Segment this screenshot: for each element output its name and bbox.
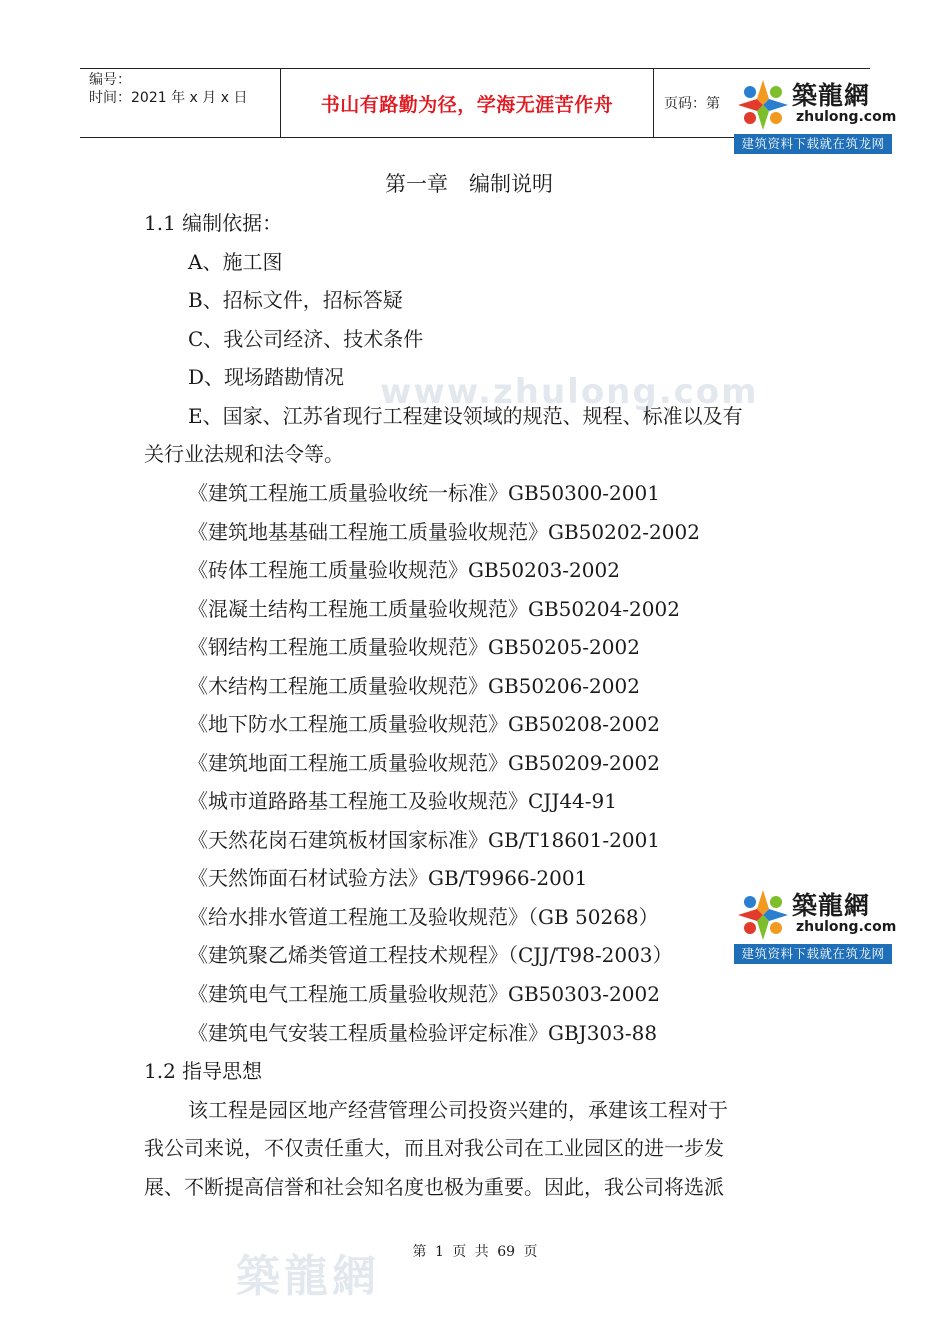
standard-item: 《建筑地基基础工程施工质量验收规范》GB50202-2002 bbox=[188, 520, 700, 544]
standard-item: 《建筑电气安装工程质量检验评定标准》GBJ303-88 bbox=[188, 1021, 658, 1045]
paragraph-line: 展、不断提高信誉和社会知名度也极为重要。因此，我公司将选派 bbox=[144, 1175, 724, 1199]
standard-item: 《建筑聚乙烯类管道工程技术规程》（CJJ/T98-2003） bbox=[188, 943, 673, 967]
watermark-url: www.zhulong.com bbox=[380, 372, 759, 412]
basis-item: C、我公司经济、技术条件 bbox=[188, 327, 424, 351]
header-meta bbox=[80, 69, 281, 137]
standard-item: 《地下防水工程施工质量验收规范》GB50208-2002 bbox=[188, 712, 660, 736]
page-footer: 第 1 页 共 69 页 bbox=[412, 1244, 538, 1260]
logo-slogan: 建筑资料下载就在筑龙网 bbox=[734, 944, 892, 964]
basis-item: A、施工图 bbox=[188, 250, 283, 274]
basis-item: E、国家、江苏省现行工程建设领域的规范、规程、标准以及有 bbox=[188, 404, 743, 428]
zhulong-mark-icon bbox=[736, 78, 790, 132]
zhulong-logo-2 bbox=[734, 884, 897, 964]
page-number-label: 页码：第 bbox=[664, 96, 720, 112]
section-heading-1-2: 1.2 指导思想 bbox=[144, 1059, 263, 1083]
zhulong-mark-icon bbox=[736, 888, 790, 942]
logo-name-cn: 築龍網 bbox=[792, 891, 871, 920]
standard-item: 《天然花岗石建筑板材国家标准》GB/T18601-2001 bbox=[188, 828, 661, 852]
logo-domain: zhulong.com bbox=[796, 109, 897, 125]
standard-item: 《钢结构工程施工质量验收规范》GB50205-2002 bbox=[188, 635, 640, 659]
logo-name-cn: 築龍網 bbox=[792, 81, 871, 110]
zhulong-logo bbox=[734, 74, 897, 154]
watermark-logo-text: 築龍網 bbox=[236, 1251, 380, 1302]
serial-number-label: 编号： bbox=[89, 72, 131, 88]
paragraph-line: 该工程是园区地产经营管理公司投资兴建的，承建该工程对于 bbox=[188, 1098, 728, 1122]
standard-item: 《砖体工程施工质量验收规范》GB50203-2002 bbox=[188, 558, 620, 582]
header-motto: 书山有路勤为径，学海无涯苦作舟 bbox=[281, 69, 654, 137]
logo-domain: zhulong.com bbox=[796, 919, 897, 935]
basis-item-continued: 关行业法规和法令等。 bbox=[144, 442, 344, 466]
standard-item: 《给水排水管道工程施工及验收规范》（GB 50268） bbox=[188, 905, 659, 929]
section-heading-1-1: 1.1 编制依据： bbox=[144, 211, 283, 235]
standard-item: 《木结构工程施工质量验收规范》GB50206-2002 bbox=[188, 674, 640, 698]
standard-item: 《混凝土结构工程施工质量验收规范》GB50204-2002 bbox=[188, 597, 680, 621]
chapter-title: 第一章 编制说明 bbox=[385, 172, 553, 196]
standard-item: 《建筑地面工程施工质量验收规范》GB50209-2002 bbox=[188, 751, 660, 775]
standard-item: 《建筑工程施工质量验收统一标准》GB50300-2001 bbox=[188, 481, 660, 505]
logo-slogan: 建筑资料下载就在筑龙网 bbox=[734, 134, 892, 154]
basis-item: B、招标文件，招标答疑 bbox=[188, 288, 403, 312]
standard-item: 《建筑电气工程施工质量验收规范》GB50303-2002 bbox=[188, 982, 660, 1006]
basis-item: D、现场踏勘情况 bbox=[188, 365, 345, 389]
date-label: 时间：2021 年 x 月 x 日 bbox=[89, 90, 248, 106]
standard-item: 《天然饰面石材试验方法》GB/T9966-2001 bbox=[188, 866, 588, 890]
standard-item: 《城市道路路基工程施工及验收规范》CJJ44-91 bbox=[188, 789, 617, 813]
paragraph-line: 我公司来说，不仅责任重大，而且对我公司在工业园区的进一步发 bbox=[144, 1136, 724, 1160]
